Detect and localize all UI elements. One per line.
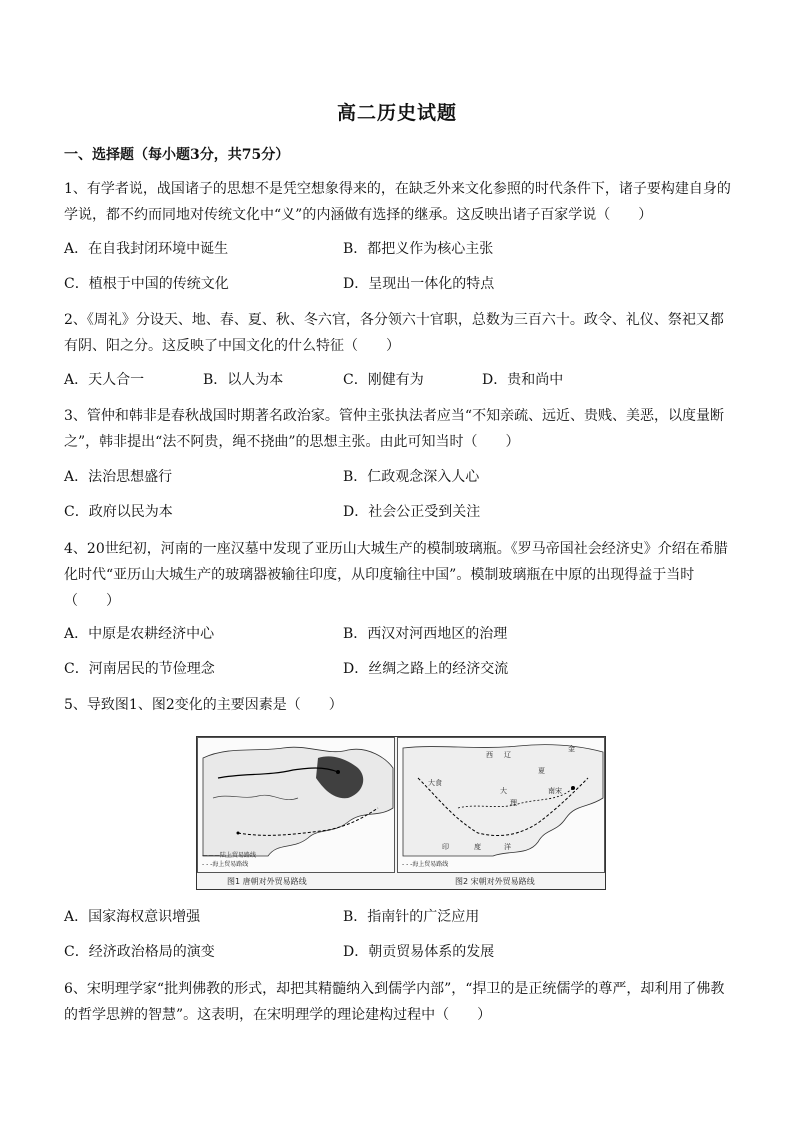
song-legend-sea: - - -海上贸易路线 bbox=[402, 861, 449, 868]
q4-option-c[interactable]: C．河南居民的节俭理念 bbox=[64, 661, 215, 677]
map-label-jin: 金 bbox=[568, 745, 575, 753]
q3-option-d[interactable]: D．社会公正受到关注 bbox=[343, 504, 481, 520]
q2-option-d[interactable]: D．贵和尚中 bbox=[482, 372, 564, 388]
question-4-line-2: 化时代“亚历山大城生产的玻璃器被输往印度，从印度输往中国”。模制玻璃瓶在中原的出现得益于当时 bbox=[64, 567, 695, 583]
map-label-xi: 西 bbox=[486, 751, 493, 759]
q1-option-d[interactable]: D．呈现出一体化的特点 bbox=[343, 276, 495, 292]
question-1-line-2: 学说，都不约而同地对传统文化中“义”的内涵做有选择的继承。这反映出诸子百家学说（ ） bbox=[64, 207, 653, 223]
q2-option-c[interactable]: C．刚健有为 bbox=[343, 372, 424, 388]
q3-option-b[interactable]: B．仁政观念深入人心 bbox=[343, 469, 480, 485]
map-label-southern-song: 南宋 bbox=[548, 787, 562, 795]
question-4 bbox=[64, 536, 734, 614]
song-map-illustration bbox=[398, 738, 604, 872]
map-label-yang: 洋 bbox=[504, 843, 511, 851]
question-4-line-1: 4、20世纪初，河南的一座汉墓中发现了亚历山大城生产的模制玻璃瓶。《罗马帝国社会经济史》介绍在希腊 bbox=[64, 541, 728, 557]
q4-option-a[interactable]: A．中原是农耕经济中心 bbox=[64, 626, 215, 642]
q3-option-c[interactable]: C．政府以民为本 bbox=[64, 504, 173, 520]
tang-legend-land: ———陆上贸易路线 bbox=[202, 852, 257, 859]
question-6-line-1: 6、宋明理学家“批判佛教的形式，却把其精髓纳入到儒学内部”，“捍卫的是正统儒学的尊严，却利用了佛教 bbox=[64, 981, 725, 997]
map-label-xia: 夏 bbox=[538, 767, 545, 775]
question-3 bbox=[64, 403, 734, 455]
question-2 bbox=[64, 307, 734, 359]
q2-option-a[interactable]: A．天人合一 bbox=[64, 372, 145, 388]
q1-option-b[interactable]: B．都把义作为核心主张 bbox=[343, 241, 494, 257]
q4-option-d[interactable]: D．丝绸之路上的经济交流 bbox=[343, 661, 509, 677]
q5-option-d[interactable]: D．朝贡贸易体系的发展 bbox=[343, 944, 495, 960]
question-4-line-3: （ ） bbox=[64, 593, 120, 609]
map-label-du: 度 bbox=[474, 843, 481, 851]
map-label-yin: 印 bbox=[442, 843, 449, 851]
map-label-da: 大 bbox=[500, 787, 507, 795]
question-6-line-2: 的哲学思辨的智慧”。这表明，在宋明理学的理论建构过程中（ ） bbox=[64, 1007, 492, 1023]
section-heading: 一、选择题（每小题3分，共75分） bbox=[64, 147, 290, 163]
question-3-line-2: 之”，韩非提出“法不阿贵，绳不挠曲”的思想主张。由此可知当时（ ） bbox=[64, 434, 520, 450]
page-title: 高二历史试题 bbox=[336, 102, 457, 124]
trade-route-maps-figure bbox=[196, 736, 606, 890]
question-3-line-1: 3、管仲和韩非是春秋战国时期著名政治家。管仲主张执法者应当“不知亲疏、远近、贵贱、美恶，以度量断 bbox=[64, 408, 725, 424]
question-1 bbox=[64, 176, 734, 228]
map-label-li: 理 bbox=[510, 799, 517, 807]
figure-1-caption: 图1 唐朝对外贸易路线 bbox=[227, 877, 307, 886]
question-2-line-1: 2、《周礼》分设天、地、春、夏、秋、冬六官，各分领六十官职，总数为三百六十。政令、礼仪、祭祀又都 bbox=[64, 312, 724, 328]
question-5-line-1: 5、导致图1、图2变化的主要因素是（ ） bbox=[64, 697, 343, 713]
q1-option-c[interactable]: C．植根于中国的传统文化 bbox=[64, 276, 229, 292]
map-label-liao: 辽 bbox=[504, 751, 511, 759]
q3-option-a[interactable]: A．法治思想盛行 bbox=[64, 469, 173, 485]
tang-trade-map bbox=[197, 737, 395, 873]
figure-2-caption: 图2 宋朝对外贸易路线 bbox=[455, 877, 535, 886]
question-2-line-2: 有阴、阳之分。这反映了中国文化的什么特征（ ） bbox=[64, 338, 400, 354]
question-5 bbox=[64, 692, 734, 718]
tang-legend-sea: - - -海上贸易路线 bbox=[202, 861, 249, 868]
question-6 bbox=[64, 976, 734, 1028]
q5-option-a[interactable]: A．国家海权意识增强 bbox=[64, 909, 201, 925]
q1-option-a[interactable]: A．在自我封闭环境中诞生 bbox=[64, 241, 229, 257]
q5-option-b[interactable]: B．指南针的广泛应用 bbox=[343, 909, 480, 925]
question-1-line-1: 1、有学者说，战国诸子的思想不是凭空想象得来的，在缺乏外来文化参照的时代条件下，诸子要构建自身的 bbox=[64, 181, 731, 197]
q2-option-b[interactable]: B．以人为本 bbox=[203, 372, 284, 388]
map-label-dashi: 大食 bbox=[428, 779, 442, 787]
q4-option-b[interactable]: B．西汉对河西地区的治理 bbox=[343, 626, 508, 642]
q5-option-c[interactable]: C．经济政治格局的演变 bbox=[64, 944, 215, 960]
song-trade-map bbox=[397, 737, 605, 873]
